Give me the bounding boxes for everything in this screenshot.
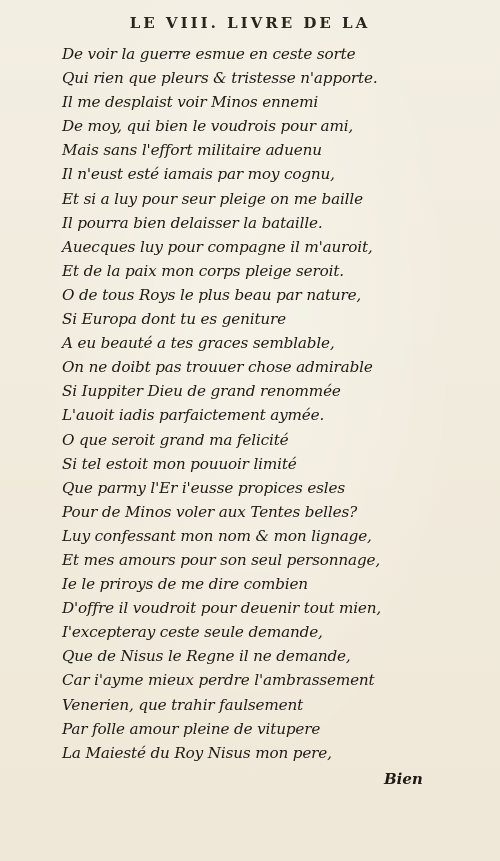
verse-line: Pour de Minos voler aux Tentes belles? (62, 502, 358, 521)
verse-line: La Maiesté du Roy Nisus mon pere, (62, 743, 332, 762)
verse-line: Que parmy l'Er i'eusse propices esles (62, 478, 345, 497)
verse-line: Venerien, que trahir faulsement (62, 695, 304, 714)
verse-line: L'auoit iadis parfaictement aymée. (62, 406, 325, 425)
verse-line: Et si a luy pour seur pleige on me baille (62, 189, 363, 208)
verse-line: Par folle amour pleine de vitupere (62, 719, 321, 738)
verse-line: I'excepteray ceste seule demande, (62, 623, 323, 642)
verse-line: Et mes amours pour son seul personnage, (62, 550, 381, 569)
verse-line: Luy confessant mon nom & mon lignage, (62, 526, 372, 545)
catchword: Bien (384, 770, 423, 788)
running-head: LE VIII. LIVRE DE LA (129, 14, 371, 32)
verse-line: Que de Nisus le Regne il ne demande, (62, 647, 351, 666)
verse-line: Qui rien que pleurs & tristesse n'apporte. (62, 69, 378, 88)
verse-line: De moy, qui bien le voudrois pour ami, (62, 117, 354, 136)
verse-line: Ie le priroys de me dire combien (62, 575, 308, 594)
verse-block (62, 42, 442, 765)
verse-line: Il me desplaist voir Minos ennemi (62, 93, 319, 112)
verse-line: Auecques luy pour compagne il m'auroit, (62, 237, 373, 256)
verse-line: D'offre il voudroit pour deuenir tout mien, (62, 599, 382, 618)
verse-line: Si Iuppiter Dieu de grand renommée (62, 382, 341, 401)
verse-line: On ne doibt pas trouuer chose admirable (62, 358, 373, 377)
verse-line: Il n'eust esté iamais par moy cognu, (62, 165, 335, 184)
verse-line: Car i'ayme mieux perdre l'ambrassement (62, 671, 375, 690)
verse-line: O que seroit grand ma felicité (62, 430, 289, 449)
verse-line: Il pourra bien delaisser la bataille. (62, 213, 323, 232)
verse-line: O de tous Roys le plus beau par nature, (62, 285, 362, 304)
verse-line: Et de la paix mon corps pleige seroit. (62, 261, 344, 280)
verse-line: Si tel estoit mon pouuoir limité (62, 454, 297, 473)
verse-line: A eu beauté a tes graces semblable, (62, 334, 335, 353)
verse-line: De voir la guerre esmue en ceste sorte (62, 45, 356, 63)
verse-line: Mais sans l'effort militaire aduenu (62, 141, 322, 160)
verse-line: Si Europa dont tu es geniture (62, 310, 286, 329)
